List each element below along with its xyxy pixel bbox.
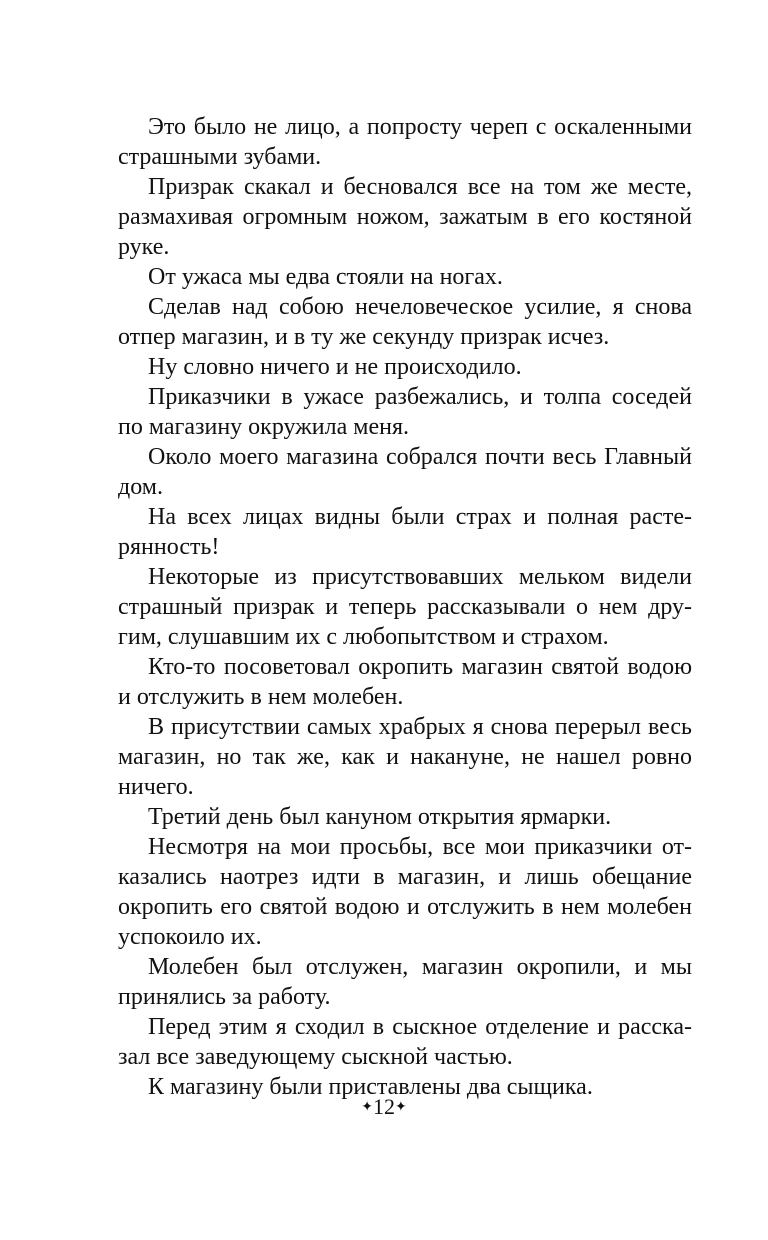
paragraph: На всех лицах видны были страх и полная растерянность! (118, 504, 692, 560)
ornament-right-icon: ✦ (395, 1100, 407, 1115)
paragraph: К магазину были приставлены два сыщика. (148, 1074, 593, 1100)
paragraph: Сделав над собою нечеловеческое усилие, я снова отпер магазин, и в ту же секунду призрак исчез. (118, 294, 692, 350)
paragraph: Некоторые из присутствовавших мельком видели страшный призрак и теперь рассказывали о нем другим, слушавшим их с любопытством и страхом. (118, 564, 692, 650)
paragraph: Кто-то посоветовал окропить магазин святой водою и отслужить в нем молебен. (118, 654, 692, 710)
paragraph: Это было не лицо, а попросту череп с оскаленными страшными зубами. (118, 114, 692, 170)
ornament-left-icon: ✦ (361, 1100, 373, 1115)
page-body (118, 112, 692, 1102)
paragraph: Ну словно ничего и не происходило. (148, 354, 522, 380)
paragraph: Третий день был кануном открытия ярмарки. (148, 804, 612, 830)
paragraph: Приказчики в ужасе разбежались, и толпа соседей по магазину окружила меня. (118, 384, 692, 440)
paragraph: Молебен был отслужен, магазин окропили, и мы принялись за работу. (118, 954, 692, 1010)
page-number-folio (0, 1092, 768, 1123)
paragraph: Около моего магазина собрался почти весь Главный дом. (118, 444, 692, 500)
page-number: 12 (373, 1094, 395, 1119)
paragraph: От ужаса мы едва стояли на ногах. (148, 264, 503, 290)
paragraph: В присутствии самых храбрых я снова перерыл весь магазин, но так же, как и накануне, не нашел ровно ничего. (118, 714, 692, 800)
paragraph: Перед этим я сходил в сыскное отделение и рассказал все заведующему сыскной частью. (118, 1014, 692, 1070)
paragraph: Призрак скакал и бесновался все на том же месте, размахивая огромным ножом, зажатым в его костяной руке. (118, 174, 692, 260)
paragraph: Несмотря на мои просьбы, все мои приказчики отказались наотрез идти в магазин, и лишь обещание окропить его святой водою и отслужить в нем молебен успокоило их. (118, 834, 692, 950)
